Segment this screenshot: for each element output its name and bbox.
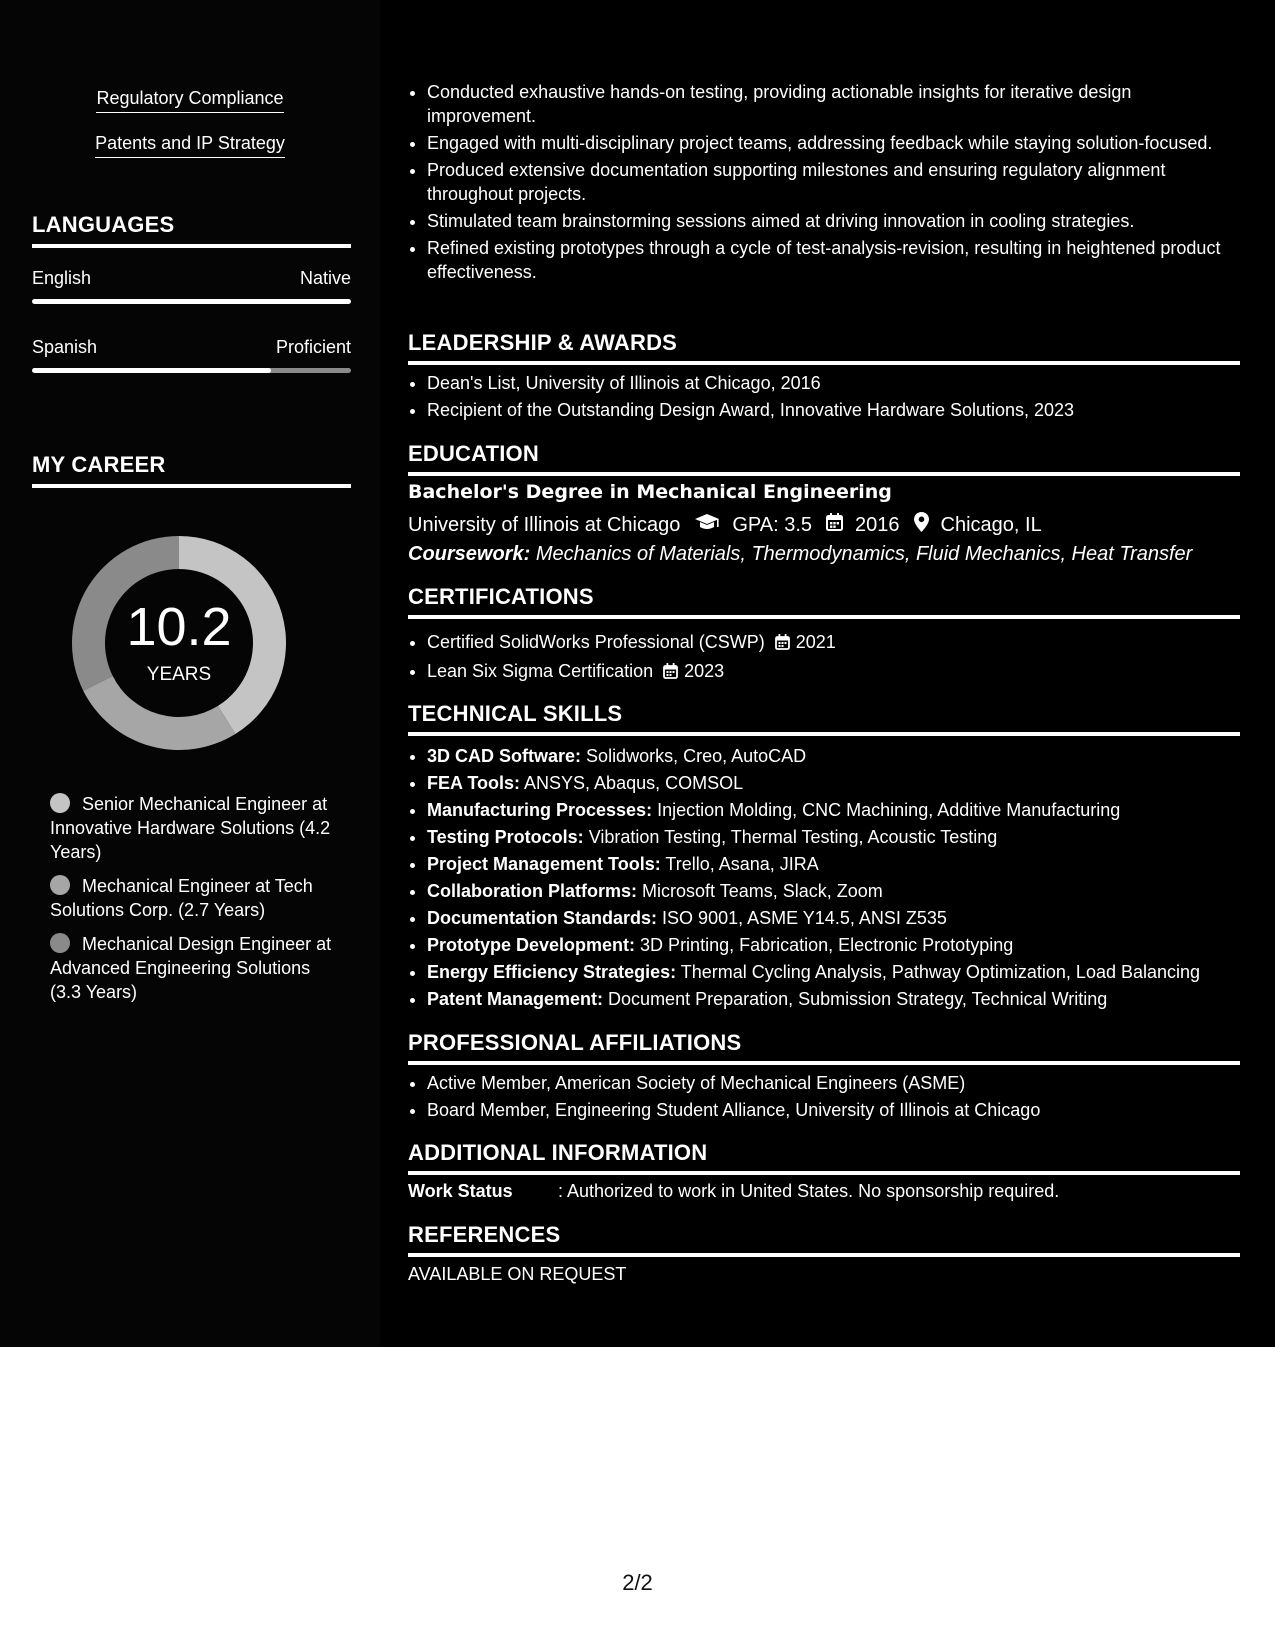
education-coursework xyxy=(408,543,1192,566)
skill-category-value: Trello, Asana, JIRA xyxy=(665,854,819,874)
skill-category-label: FEA Tools: xyxy=(427,773,520,793)
skill-category-value: 3D Printing, Fabrication, Electronic Prototyping xyxy=(640,935,1014,955)
references-heading: REFERENCES xyxy=(408,1222,1240,1257)
coursework-label: Coursework: xyxy=(408,543,531,565)
calendar-icon xyxy=(663,661,678,685)
education-location: Chicago, IL xyxy=(940,513,1042,536)
leadership-list xyxy=(408,371,1239,425)
skill-category-value: Vibration Testing, Thermal Testing, Acoustic Testing xyxy=(588,827,998,847)
skill-category-label: Prototype Development: xyxy=(427,935,636,955)
technical-skills-heading: TECHNICAL SKILLS xyxy=(408,701,1240,736)
skill-category-label: Project Management Tools: xyxy=(427,854,661,874)
skill-category-label: Energy Efficiency Strategies: xyxy=(427,962,677,982)
skill-category-label: 3D CAD Software: xyxy=(427,746,582,766)
list-item xyxy=(427,798,1239,822)
list-item: • Certified SolidWorks Professional (CSWP) 2021 xyxy=(427,630,1239,656)
education-heading: EDUCATION xyxy=(408,441,1240,476)
donut-segment xyxy=(83,676,235,750)
legend-dot-icon xyxy=(50,875,70,895)
list-item xyxy=(427,933,1239,957)
list-item xyxy=(427,987,1239,1011)
list-item xyxy=(427,744,1239,768)
skill-category-value: Document Preparation, Submission Strategy, Technical Writing xyxy=(608,989,1108,1009)
education-school: University of Illinois at Chicago xyxy=(408,513,681,536)
language-level: Native xyxy=(299,268,351,288)
skill-category-label: Collaboration Platforms: xyxy=(427,881,638,901)
work-status-label: Work Status xyxy=(408,1181,513,1201)
list-item: • Lean Six Sigma Certification 2023 xyxy=(427,659,1239,685)
sidebar xyxy=(0,0,380,1347)
legend-dot-icon xyxy=(50,933,70,953)
language-bar-fill xyxy=(32,299,351,304)
leadership-heading: LEADERSHIP & AWARDS xyxy=(408,330,1240,365)
calendar-icon xyxy=(775,632,790,656)
list-item: • Board Member, Engineering Student Alliance, University of Illinois at Chicago xyxy=(427,1098,1239,1122)
list-item: • Conducted exhaustive hands-on testing, providing actionable insights for iterative design improvement. xyxy=(427,80,1239,128)
skill-category-label: Testing Protocols: xyxy=(427,827,584,847)
skill-category-label: Patent Management: xyxy=(427,989,604,1009)
legend-dot-icon xyxy=(50,793,70,813)
technical-skills-list xyxy=(408,744,1239,1014)
map-pin-icon xyxy=(914,512,929,538)
languages-heading: LANGUAGES xyxy=(32,212,351,248)
list-item: • Engaged with multi-disciplinary project teams, addressing feedback while staying solution-focused. xyxy=(427,131,1239,155)
skill-category-label: Documentation Standards: xyxy=(427,908,658,928)
certifications-list xyxy=(408,630,1239,688)
affiliations-heading: PROFESSIONAL AFFILIATIONS xyxy=(408,1030,1240,1065)
graduation-cap-icon xyxy=(694,513,720,537)
work-status-value: : Authorized to work in United States. No sponsorship required. xyxy=(558,1181,1060,1201)
career-total-unit: YEARS xyxy=(146,664,212,685)
career-total-value: 10.2 xyxy=(126,597,232,657)
education-degree: Bachelor's Degree in Mechanical Engineering xyxy=(408,481,892,503)
career-legend xyxy=(50,792,340,1014)
list-item: • Active Member, American Society of Mechanical Engineers (ASME) xyxy=(427,1071,1239,1095)
skill-category-value: Microsoft Teams, Slack, Zoom xyxy=(642,881,883,901)
calendar-icon xyxy=(826,513,843,537)
skill-category-value: ANSYS, Abaqus, COMSOL xyxy=(524,773,744,793)
skill-link-regulatory-compliance[interactable]: Regulatory Compliance xyxy=(0,88,380,113)
skill-link-patents-ip[interactable]: Patents and IP Strategy xyxy=(0,133,380,158)
additional-info-heading: ADDITIONAL INFORMATION xyxy=(408,1140,1240,1175)
list-item: • Produced extensive documentation supporting milestones and ensuring regulatory alignment throughout projects. xyxy=(427,158,1239,206)
skill-category-value: Thermal Cycling Analysis, Pathway Optimization, Load Balancing xyxy=(680,962,1201,982)
list-item xyxy=(427,906,1239,930)
language-row-english xyxy=(32,268,351,289)
list-item: • Refined existing prototypes through a cycle of test-analysis-revision, resulting in heightened product effectiveness. xyxy=(427,236,1239,284)
language-bar-fill xyxy=(32,368,271,373)
certifications-heading: CERTIFICATIONS xyxy=(408,584,1240,619)
affiliations-list xyxy=(408,1071,1239,1125)
list-item xyxy=(427,852,1239,876)
career-legend-item: Senior Mechanical Engineer at Innovative Hardware Solutions (4.2 Years) xyxy=(50,794,331,862)
references-text: AVAILABLE ON REQUEST xyxy=(408,1264,627,1284)
career-legend-item: Mechanical Engineer at Tech Solutions Corp. (2.7 Years) xyxy=(50,876,313,920)
page-number: 2/2 xyxy=(622,1570,653,1595)
career-donut-chart xyxy=(66,530,292,756)
list-item xyxy=(427,771,1239,795)
language-name: English xyxy=(32,268,92,288)
list-item xyxy=(427,879,1239,903)
skill-category-label: Manufacturing Processes: xyxy=(427,800,653,820)
career-legend-item: Mechanical Design Engineer at Advanced Engineering Solutions (3.3 Years) xyxy=(50,934,332,1002)
language-level: Proficient xyxy=(275,337,351,357)
list-item xyxy=(427,825,1239,849)
language-row-spanish xyxy=(32,337,351,358)
list-item: • Dean's List, University of Illinois at Chicago, 2016 xyxy=(427,371,1239,395)
coursework-list: Mechanics of Materials, Thermodynamics, Fluid Mechanics, Heat Transfer xyxy=(535,543,1193,565)
career-heading: MY CAREER xyxy=(32,452,351,488)
list-item: • Stimulated team brainstorming sessions aimed at driving innovation in cooling strategies. xyxy=(427,209,1239,233)
experience-bullets xyxy=(408,80,1239,287)
skill-category-value: ISO 9001, ASME Y14.5, ANSI Z535 xyxy=(662,908,947,928)
language-bar-spanish xyxy=(32,368,351,373)
skill-category-value: Injection Molding, CNC Machining, Additive Manufacturing xyxy=(657,800,1121,820)
education-details xyxy=(408,512,1042,538)
work-status-row xyxy=(408,1181,1059,1202)
education-year: 2016 xyxy=(855,513,900,536)
language-name: Spanish xyxy=(32,337,98,357)
language-bar-english xyxy=(32,299,351,304)
education-gpa: GPA: 3.5 xyxy=(732,513,813,536)
list-item xyxy=(427,960,1239,984)
list-item: • Recipient of the Outstanding Design Award, Innovative Hardware Solutions, 2023 xyxy=(427,398,1239,422)
skill-category-value: Solidworks, Creo, AutoCAD xyxy=(586,746,807,766)
